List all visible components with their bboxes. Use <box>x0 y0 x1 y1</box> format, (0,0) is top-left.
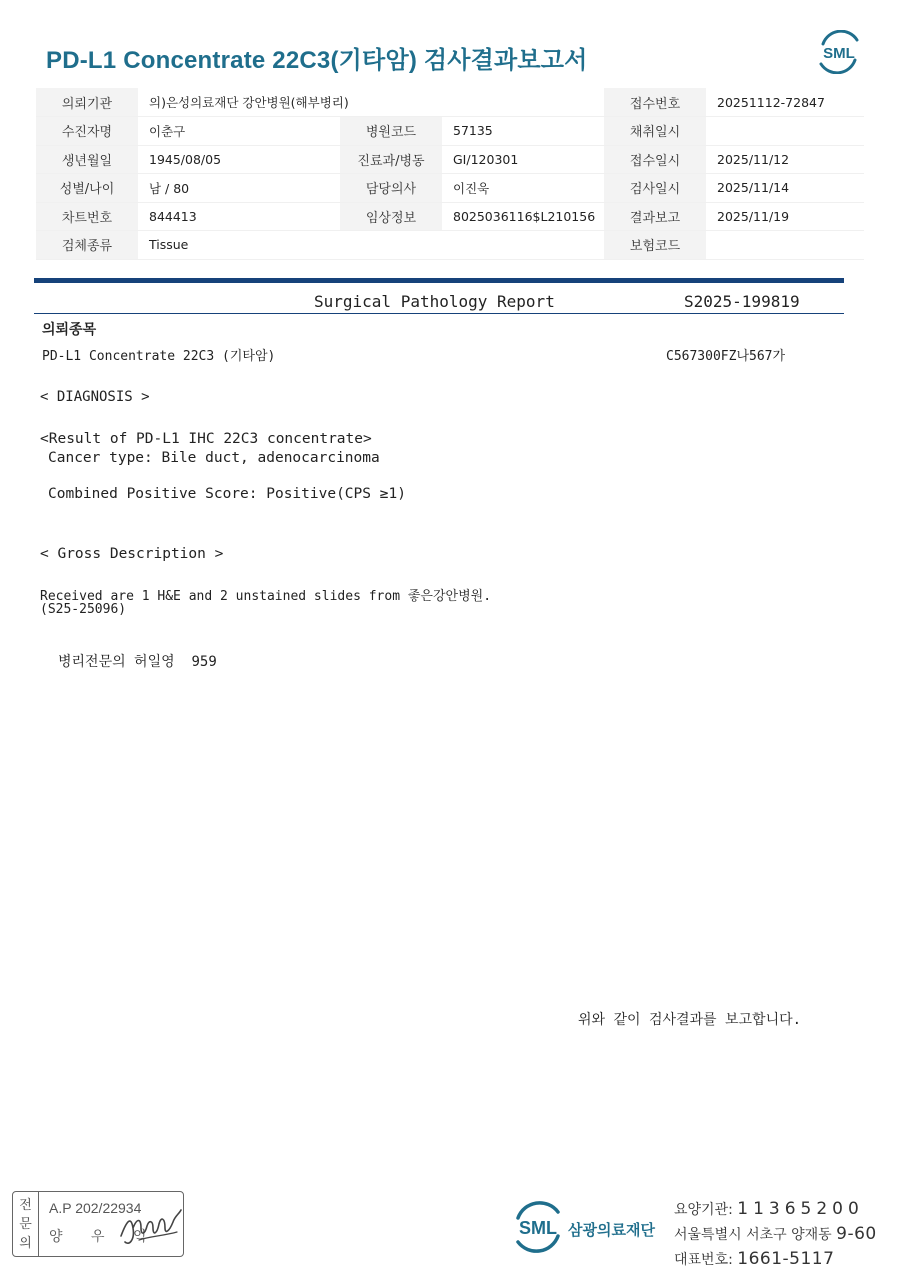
value-chart-number: 844413 <box>138 202 340 231</box>
institution-code-label: 요양기관: <box>674 1202 733 1218</box>
table-row <box>36 117 864 146</box>
document-title: PD-L1 Concentrate 22C3(기타암) 검사결과보고서 <box>46 47 588 74</box>
table-row <box>36 88 864 117</box>
label-test-date: 검사일시 <box>604 174 706 203</box>
request-test-name: PD-L1 Concentrate 22C3 (기타암) <box>42 349 276 364</box>
stamp-license-number: A.P 202/22934 <box>49 1200 142 1216</box>
table-row <box>36 231 864 260</box>
phone-number: 1661-5117 <box>737 1249 835 1269</box>
sml-logo-icon <box>815 30 863 74</box>
gross-description-line: Received are 1 H&E and 2 unstained slides from 좋은강안병원. <box>40 589 492 604</box>
logo-text: SML <box>823 45 855 62</box>
label-patient-name: 수진자명 <box>36 117 138 146</box>
stamp-char: 전 <box>19 1197 32 1213</box>
report-title: Surgical Pathology Report <box>314 292 555 311</box>
value-department-ward: GI/120301 <box>442 145 604 174</box>
value-birth-date: 1945/08/05 <box>138 145 340 174</box>
value-test-date: 2025/11/14 <box>706 174 864 203</box>
section-divider <box>34 278 844 283</box>
gross-description-heading: < Gross Description > <box>40 546 224 562</box>
cancer-type-line: Cancer type: Bile duct, adenocarcinoma <box>48 450 380 466</box>
table-row <box>36 202 864 231</box>
report-header <box>34 292 844 314</box>
foundation-name: 삼광의료재단 <box>568 1221 655 1239</box>
label-insurance-code: 보험코드 <box>604 231 706 260</box>
stamp-side-label <box>13 1192 39 1256</box>
pathologist-signature-line: 병리전문의 허일영 959 <box>58 654 217 670</box>
address-line <box>674 1222 877 1247</box>
cps-line: Combined Positive Score: Positive(CPS ≥1) <box>48 486 406 502</box>
label-receipt-date: 접수일시 <box>604 145 706 174</box>
label-department-ward: 진료과/병동 <box>340 145 442 174</box>
gross-description-line: (S25-25096) <box>40 602 127 617</box>
handwritten-signature-icon <box>117 1206 183 1252</box>
stamp-char: 문 <box>19 1216 32 1232</box>
table-row <box>36 174 864 203</box>
label-hospital-code: 병원코드 <box>340 117 442 146</box>
label-clinical-info: 임상정보 <box>340 202 442 231</box>
table-row <box>36 145 864 174</box>
institution-code: 11365200 <box>737 1199 864 1219</box>
request-test-code: C567300FZ나567가 <box>666 349 786 364</box>
value-attending-doctor: 이진욱 <box>442 174 604 203</box>
value-receipt-number: 20251112-72847 <box>706 88 864 117</box>
value-insurance-code <box>706 231 864 260</box>
stamp-char: 의 <box>19 1235 32 1251</box>
report-number: S2025-199819 <box>684 292 800 311</box>
label-receipt-number: 접수번호 <box>604 88 706 117</box>
value-receipt-date: 2025/11/12 <box>706 145 864 174</box>
address-number: 9-60 <box>836 1224 877 1244</box>
footer-contact-info <box>674 1197 877 1271</box>
institution-code-line <box>674 1197 877 1222</box>
patient-info-table <box>36 88 864 260</box>
address-prefix: 서울특별시 서초구 양재동 <box>674 1227 832 1243</box>
value-report-date: 2025/11/19 <box>706 202 864 231</box>
value-sex-age: 남 / 80 <box>138 174 340 203</box>
specialist-stamp <box>12 1191 184 1257</box>
label-specimen-type: 검체종류 <box>36 231 138 260</box>
diagnosis-heading: < DIAGNOSIS > <box>40 389 150 405</box>
value-hospital-code: 57135 <box>442 117 604 146</box>
closing-statement: 위와 같이 검사결과를 보고합니다. <box>578 1012 802 1028</box>
label-requesting-institution: 의뢰기관 <box>36 88 138 117</box>
label-attending-doctor: 담당의사 <box>340 174 442 203</box>
label-report-date: 결과보고 <box>604 202 706 231</box>
value-clinical-info: 8025036116$L210156 <box>442 202 604 231</box>
label-sex-age: 성별/나이 <box>36 174 138 203</box>
empty-cell <box>340 231 604 260</box>
result-heading: <Result of PD-L1 IHC 22C3 concentrate> <box>40 431 372 447</box>
sml-footer-logo-icon <box>510 1200 566 1254</box>
label-birth-date: 생년월일 <box>36 145 138 174</box>
request-label: 의뢰종목 <box>42 322 97 338</box>
value-patient-name: 이춘구 <box>138 117 340 146</box>
footer-logo-text: SML <box>519 1218 557 1238</box>
value-requesting-institution: 의)은성의료재단 강안병원(해부병리) <box>138 88 604 117</box>
stamp-body <box>39 1192 183 1256</box>
label-collection-date: 채취일시 <box>604 117 706 146</box>
phone-line <box>674 1247 877 1271</box>
value-specimen-type: Tissue <box>138 231 340 260</box>
phone-label: 대표번호: <box>674 1252 733 1268</box>
value-collection-date <box>706 117 864 146</box>
label-chart-number: 차트번호 <box>36 202 138 231</box>
header-underline <box>34 313 844 314</box>
stamp-name: 양 우 익 <box>49 1229 159 1245</box>
